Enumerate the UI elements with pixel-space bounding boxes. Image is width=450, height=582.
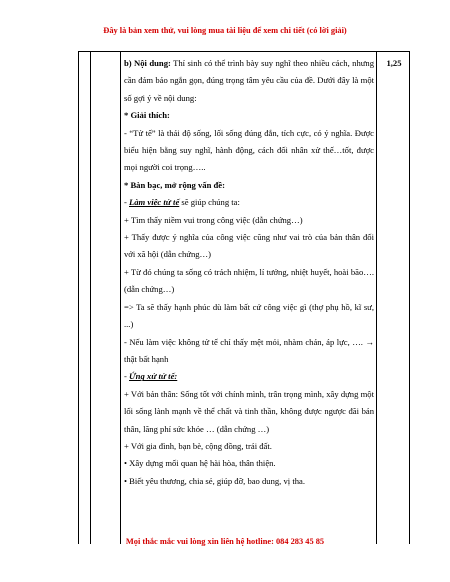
answer-table [78, 51, 410, 544]
intro-paragraph [124, 55, 374, 107]
section-title: b) Nội dung: [124, 58, 171, 68]
table-divider [90, 52, 91, 544]
behave-prefix: - [124, 371, 130, 382]
work-heading [124, 194, 374, 211]
intro-text: Thí sinh có thể trình bày suy nghĩ theo nhiều cách, nhưng cần đảm bảo ngắn gọn, đúng trọng tâm yêu cầu của đề. Dưới đây là một số gợi ý về nội dung: [124, 58, 374, 103]
answer-content [124, 55, 374, 490]
work-item: => Ta sẽ thấy hạnh phúc dù làm bất cứ công việc gì (thợ phụ hồ, kĩ sư, ...) [124, 301, 374, 330]
hotline-notice: Mọi thắc mắc vui lòng xin liên hệ hotline: 084 283 45 85 [125, 537, 325, 546]
work-label: Làm việc tử tế [129, 197, 180, 208]
work-suffix: sẽ giúp chúng ta: [179, 197, 240, 208]
behave-heading [124, 368, 374, 385]
table-divider [120, 52, 121, 544]
explain-paragraph: - “Tử tế” là thái độ sống, lối sống đúng đắn, tích cực, có ý nghĩa. Được biểu hiện bằng suy nghĩ, hành động, cách đối nhân xử thế…tốt, được mọi người coi trọng….. [124, 127, 374, 173]
table-divider [376, 52, 377, 544]
preview-notice: Đây là bản xem thử, vui lòng mua tài liệu để xem chi tiết (có lời giải) [103, 26, 347, 35]
behave-label: Ứng xử tử tế: [129, 371, 178, 382]
work-item: + Tìm thấy niềm vui trong công việc (dẫn chứng…) [124, 214, 303, 225]
discuss-heading: * Bàn bạc, mở rộng vấn đề: [124, 179, 225, 190]
work-item: + Thấy được ý nghĩa của công việc cũng như vai trò của bản thân đối với xã hội (dẫn chứng…) [124, 232, 374, 260]
work-item: + Từ đó chúng ta sống có trách nhiệm, lí tưởng, nhiệt huyết, hoài bão…. (dẫn chứng…) [124, 266, 374, 295]
work-item: - Nếu làm việc không tử tế chỉ thấy mệt mỏi, nhàm chán, áp lực, …. → thật bất hạnh [124, 336, 374, 364]
explain-heading: * Giải thích: [124, 110, 170, 121]
behave-item: • Biết yêu thương, chia sẻ, giúp đỡ, bao dung, vị tha. [124, 475, 305, 486]
score-cell: 1,25 [386, 58, 402, 68]
work-prefix: - [124, 197, 130, 208]
behave-item: • Xây dựng mối quan hệ hài hòa, thân thiện. [124, 458, 276, 469]
behave-item: + Với gia đình, bạn bè, cộng đồng, trái đất. [124, 440, 272, 451]
behave-item: + Với bản thân: Sống tốt với chính mình, trân trọng mình, xây dựng một lối sống lành mạnh về thể chất và tinh thần, không được ngược đãi bản thân, lãng phí sức khỏe … (dẫn chứng …) [124, 388, 374, 434]
